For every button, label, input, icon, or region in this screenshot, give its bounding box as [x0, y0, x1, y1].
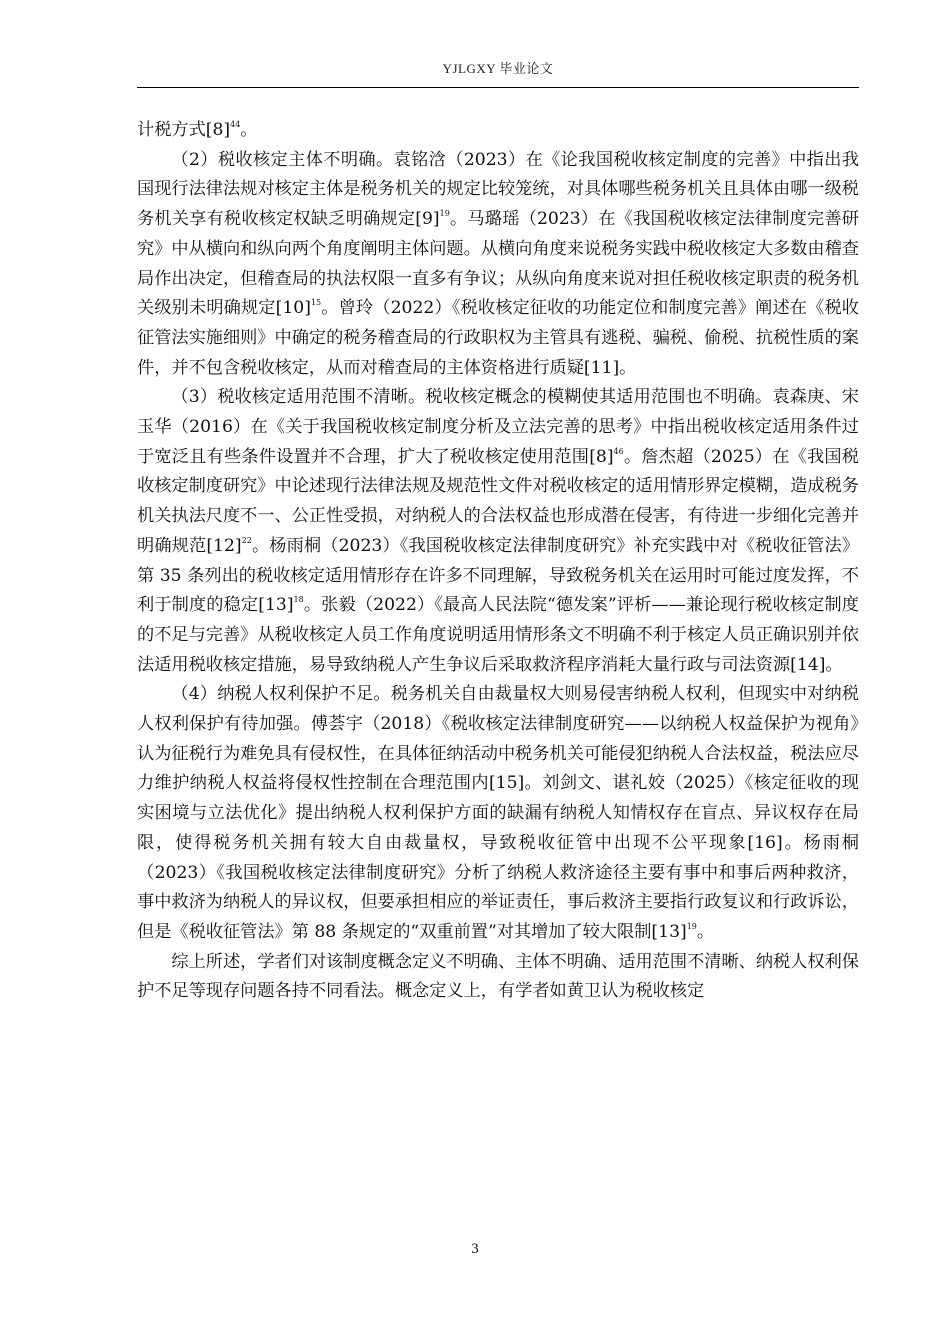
paragraph-text: 综上所述，学者们对该制度概念定义不明确、主体不明确、适用范围不清晰、纳税人权利保护不足等现存问题各持不同看法。概念定义上，有学者如黄卫认为税收核定 [137, 951, 859, 1002]
paragraph-text: 。马璐瑶（2023）在《我国税收核定法律制度完善研究》中从横向和纵向两个角度阐明主体问题。从横向角度来说税务实践中税收核定大多数由稽查局作出决定，但稽查局的执法权限一直多有争议；从纵向角度来说对担任税收核定职责的税务机关级别未明确规定[10] [137, 209, 859, 319]
citation-page-superscript: 46 [613, 446, 624, 456]
header-divider [137, 87, 859, 88]
paragraph [137, 948, 859, 1007]
paragraph-text: （2）税收核定主体不明确。袁铭浛（2023）在《论我国税收核定制度的完善》中指出我国现行法律法规对核定主体是税务机关的规定比较笼统，对具体哪些税务机关且具体由哪一级税务机关享有税收核定权缺乏明确规定[9] [137, 149, 859, 230]
paragraph [137, 383, 859, 680]
citation-page-superscript: 19 [686, 921, 697, 931]
paragraph-text: 计税方式[8] [137, 120, 231, 140]
paragraph [137, 116, 859, 146]
citation-page-superscript: 22 [241, 535, 252, 545]
page-number: 3 [471, 1241, 479, 1257]
paragraph-text: 。曾玲（2022）《税收核定征收的功能定位和制度完善》阐述在《税收征管法实施细则》中确定的税务稽查局的行政职权为主管具有逃税、骗税、偷税、抗税性质的案件，并不包含税收核定，从而对稽查局的主体资格进行质疑[11]。 [137, 298, 859, 378]
running-header: YJLGXY 毕业论文 [442, 61, 554, 76]
paragraph-text: 。 [696, 921, 715, 942]
paragraph [137, 146, 859, 384]
paragraph-text: 。詹杰超（2025）在《我国税收核定制度研究》中论述现行法律法规及规范性文件对税收核定的适用情形界定模糊，造成税务机关执法尺度不一、公正性受损，对纳税人的合法权益也形成潜在侵害，有待进一步细化完善并明确规范[12] [137, 446, 859, 556]
paragraph [137, 680, 859, 947]
body-text [137, 116, 859, 1007]
citation-page-superscript: 15 [310, 298, 322, 308]
citation-page-superscript: 19 [439, 209, 450, 219]
citation-page-superscript: 44 [230, 120, 241, 129]
citation-page-superscript: 18 [293, 595, 304, 605]
paragraph-text: 。张毅（2022）《最高人民法院“德发案”评析——兼论现行税收核定制度的不足与完善》从税收核定人员工作角度说明适用情形条文不明确不利于核定人员正确识别并依法适用税收核定措施，易导致纳税人产生争议后采取救济程序消耗大量行政与司法资源[14]。 [137, 595, 859, 675]
paragraph-text: 。 [240, 120, 258, 140]
paragraph-text: （3）税收核定适用范围不清晰。税收核定概念的模糊使其适用范围也不明确。袁森庚、宋玉华（2016）在《关于我国税收核定制度分析及立法完善的思考》中指出税收核定适用条件过于宽泛且有些条件设置并不合理，扩大了税收核定使用范围[8] [137, 387, 859, 467]
paragraph-text: （4）纳税人权利保护不足。税务机关自由裁量权大则易侵害纳税人权利，但现实中对纳税人权利保护有待加强。傅荟宇（2018）《税收核定法律制度研究——以纳税人权益保护为视角》认为征税行为难免具有侵权性，在具体征纳活动中税务机关可能侵犯纳税人合法权益，税法应尽力维护纳税人权益将侵权性控制在合理范围内[15]。刘剑文、谌礼姣（2025）《核定征收的现实困境与立法优化》提出纳税人权利保护方面的缺漏有纳税人知情权存在盲点、异议权存在局限，使得税务机关拥有较大自由裁量权，导致税收征管中出现不公平现象[16]。杨雨桐（2023）《我国税收核定法律制度研究》分析了纳税人救济途径主要有事中和事后两种救济，事中救济为纳税人的异议权，但要承担相应的举证责任，事后救济主要指行政复议和行政诉讼，但是《税收征管法》第 88 条规定的“双重前置”对其增加了较大限制[13] [137, 684, 859, 942]
paragraph-text: 。杨雨桐（2023）《我国税收核定法律制度研究》补充实践中对《税收征管法》第 35 条列出的税收核定适用情形存在许多不同理解，导致税务机关在运用时可能过度发挥，不利于制度的稳定[13] [137, 535, 859, 616]
